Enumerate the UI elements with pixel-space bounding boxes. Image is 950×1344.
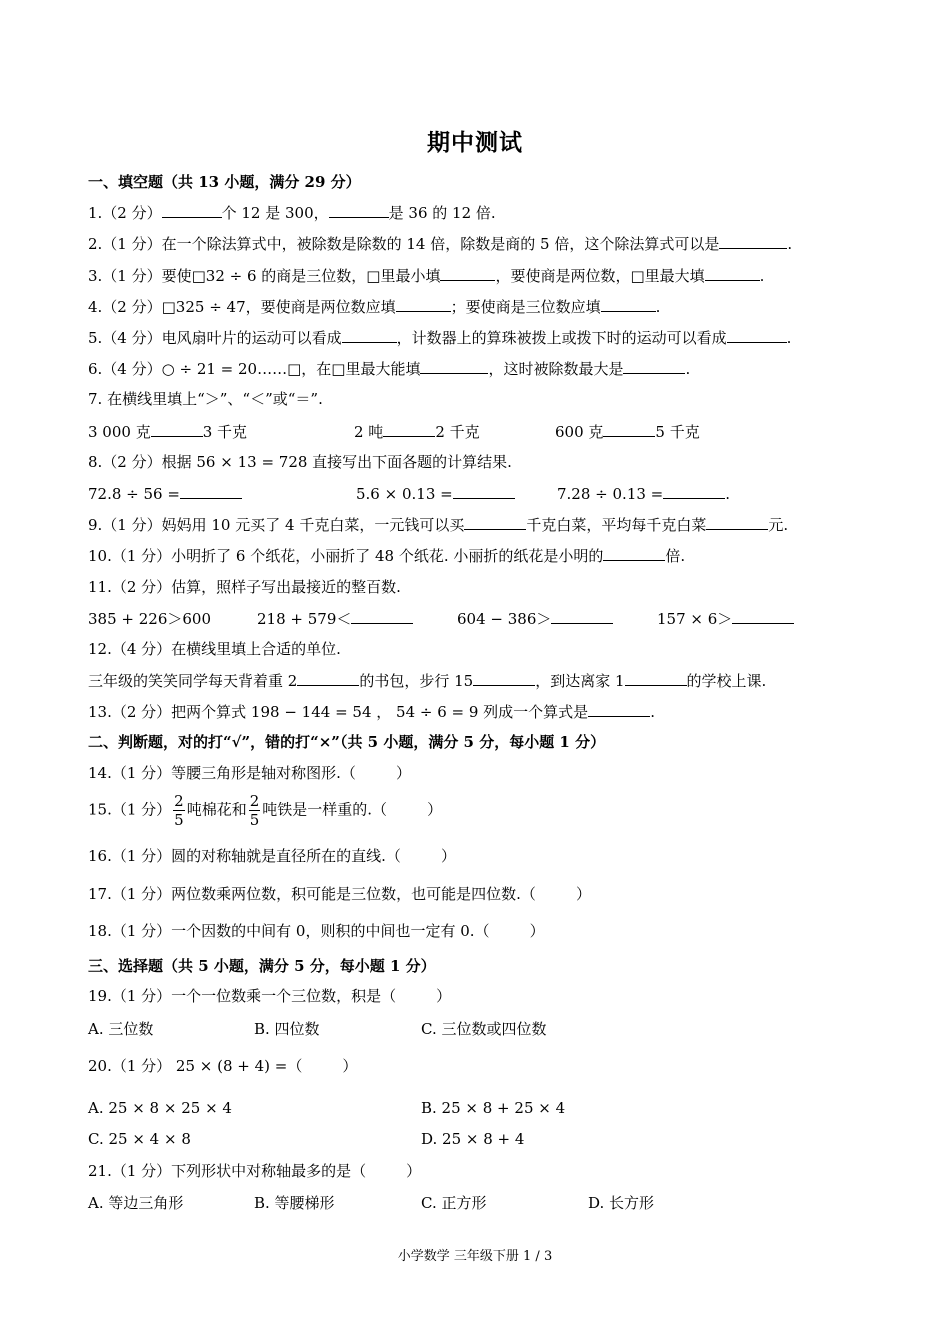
question-15: 15.（1 分） $\frac{2}{5}$ 吨棉花和 $\frac{2}{5}$ 吨铁是一样重的.（ ） (88, 792, 443, 829)
compare-item-3: 600 克 5 千克 (555, 423, 700, 441)
answer-blank[interactable] (420, 358, 488, 374)
option-b[interactable]: B. 等腰梯形 (254, 1194, 335, 1212)
answer-blank[interactable] (151, 421, 203, 437)
answer-blank[interactable] (603, 545, 665, 561)
answer-blank[interactable] (551, 608, 613, 624)
answer-blank[interactable] (727, 327, 787, 343)
answer-blank[interactable] (351, 608, 413, 624)
answer-blank[interactable] (464, 514, 526, 530)
compare-item-1: 3 000 克 3 千克 (88, 423, 248, 441)
option-b[interactable]: B. 25 × 8 + 25 × 4 (421, 1099, 566, 1117)
compare-item-2: 2 吨 2 千克 (354, 423, 480, 441)
option-c[interactable]: C. 25 × 4 × 8 (88, 1130, 191, 1148)
question-5: 5.（4 分）电风扇叶片的运动可以看成 ，计数器上的算珠被拨上或拨下时的运动可以看成 . (88, 329, 792, 347)
answer-blank[interactable] (297, 670, 359, 686)
calc-item-2: 5.6 × 0.13 = (356, 483, 515, 503)
estimate-item-3: 604 − 386＞ (457, 608, 613, 629)
answer-blank[interactable] (342, 327, 397, 343)
section-choice-heading: 三、选择题（共 5 小题，满分 5 分，每小题 1 分） (88, 957, 436, 975)
question-16: 16.（1 分）圆的对称轴就是直径所在的直线.（ ） (88, 847, 456, 865)
estimate-item-1: 385 + 226＞600 (88, 610, 211, 628)
answer-blank[interactable] (601, 296, 656, 312)
question-18: 18.（1 分）一个因数的中间有 0，则积的中间也一定有 0.（ ） (88, 922, 545, 940)
estimate-item-4: 157 × 6＞ (657, 608, 794, 629)
answer-blank[interactable] (719, 233, 787, 249)
answer-blank[interactable] (663, 483, 725, 499)
answer-blank[interactable] (588, 701, 650, 717)
answer-blank[interactable] (180, 483, 242, 499)
question-13: 13.（2 分）把两个算式 198 − 144 = 54 ， 54 ÷ 6 = 9 列成一个算式是 . (88, 703, 655, 721)
answer-blank[interactable] (623, 358, 685, 374)
fraction: $\frac{2}{5}$ (249, 792, 260, 829)
answer-blank[interactable] (453, 483, 515, 499)
page-footer: 小学数学 三年级下册 1 / 3 (397, 1249, 553, 1264)
question-4: 4.（2 分）□325 ÷ 47，要使商是两位数应填 ；要使商是三位数应填 . (88, 298, 661, 316)
answer-blank[interactable] (603, 421, 655, 437)
answer-blank[interactable] (625, 670, 687, 686)
option-b[interactable]: B. 四位数 (254, 1020, 320, 1038)
estimate-item-2: 218 + 579＜ (257, 608, 413, 629)
option-c[interactable]: C. 正方形 (421, 1194, 487, 1212)
option-d[interactable]: D. 25 × 8 + 4 (421, 1130, 525, 1148)
answer-blank[interactable] (705, 265, 760, 281)
question-6: 6.（4 分）○ ÷ 21 = 20……□，在□里最大能填 ，这时被除数最大是 . (88, 360, 691, 378)
question-21: 21.（1 分）下列形状中对称轴最多的是（ ） (88, 1162, 422, 1180)
answer-blank[interactable] (329, 202, 389, 218)
option-a[interactable]: A. 25 × 8 × 25 × 4 (88, 1099, 232, 1117)
option-a[interactable]: A. 等边三角形 (88, 1194, 184, 1212)
answer-blank[interactable] (440, 265, 495, 281)
question-11: 11.（2 分）估算，照样子写出最接近的整百数. (88, 578, 401, 596)
question-12: 12.（4 分）在横线里填上合适的单位. (88, 640, 341, 658)
answer-blank[interactable] (396, 296, 451, 312)
question-3: 3.（1 分）要使□32 ÷ 6 的商是三位数，□里最小填 ，要使商是两位数，□里最大填 . (88, 267, 765, 285)
answer-blank[interactable] (706, 514, 768, 530)
question-9: 9.（1 分）妈妈用 10 元买了 4 千克白菜，一元钱可以买 千克白菜，平均每千克白菜 元. (88, 516, 789, 534)
answer-blank[interactable] (732, 608, 794, 624)
question-7: 7. 在横线里填上“＞”、“＜”或“＝”. (88, 390, 323, 408)
option-a[interactable]: A. 三位数 (88, 1020, 154, 1038)
question-14: 14.（1 分）等腰三角形是轴对称图形.（ ） (88, 764, 411, 782)
option-c[interactable]: C. 三位数或四位数 (421, 1020, 547, 1038)
fraction: $\frac{2}{5}$ (174, 792, 184, 829)
question-20: 20.（1 分） 25 × (8 + 4) =（ ） (88, 1057, 358, 1075)
calc-item-1: 72.8 ÷ 56 = (88, 483, 242, 503)
page-title: 期中测试 (427, 129, 523, 156)
question-19: 19.（1 分）一个一位数乘一个三位数，积是（ ） (88, 987, 452, 1005)
question-8: 8.（2 分）根据 56 × 13 = 728 直接写出下面各题的计算结果. (88, 453, 512, 471)
section-true-false-heading: 二、判断题，对的打“√”，错的打“×”（共 5 小题，满分 5 分，每小题 1 分） (88, 733, 606, 751)
answer-blank[interactable] (383, 421, 435, 437)
question-10: 10.（1 分）小明折了 6 个纸花，小丽折了 48 个纸花. 小丽折的纸花是小明的 倍. (88, 547, 686, 565)
answer-blank[interactable] (473, 670, 535, 686)
calc-item-3: 7.28 ÷ 0.13 = . (557, 485, 731, 503)
question-12-sentence: 三年级的笑笑同学每天背着重 2 的书包，步行 15 ，到达离家 1 的学校上课. (88, 672, 767, 690)
question-2: 2.（1 分）在一个除法算式中，被除数是除数的 14 倍，除数是商的 5 倍，这个除法算式可以是 . (88, 235, 793, 253)
answer-blank[interactable] (162, 202, 222, 218)
question-17: 17.（1 分）两位数乘两位数，积可能是三位数，也可能是四位数.（ ） (88, 885, 591, 903)
section-fill-in-heading: 一、填空题（共 13 小题，满分 29 分） (88, 173, 361, 191)
option-d[interactable]: D. 长方形 (588, 1194, 655, 1212)
question-1: 1.（2 分） 个 12 是 300， 是 36 的 12 倍. (88, 204, 496, 222)
